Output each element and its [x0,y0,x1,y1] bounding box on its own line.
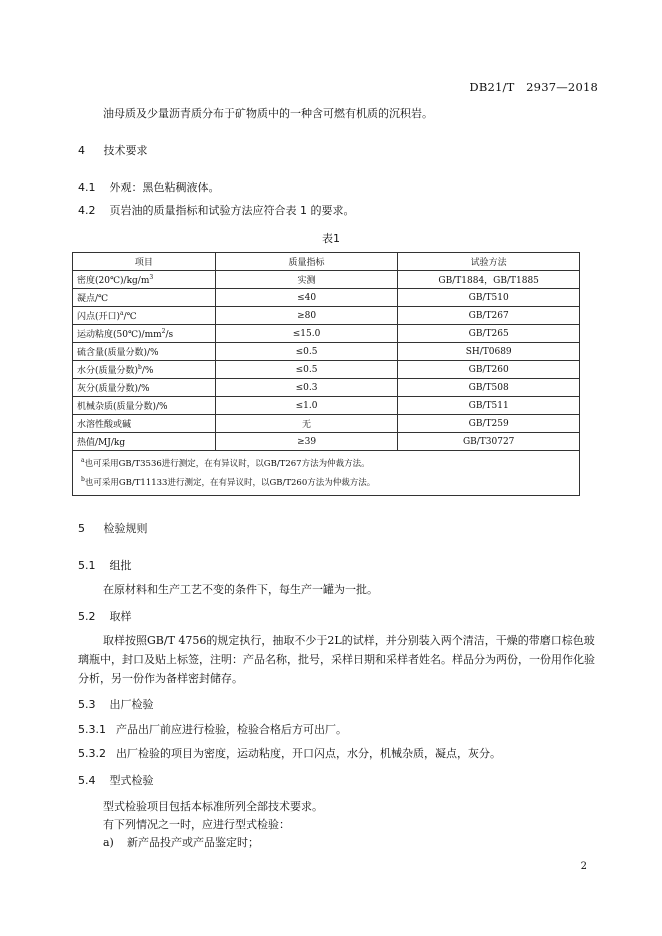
item-cell: 机械杂质(质量分数)/% [73,397,216,415]
item-cell: 闪点(开口)$^a$/℃ [73,307,216,325]
section-4-heading [78,143,148,158]
method-cell: GB/T259 [398,415,580,433]
column-header: 质量指标 [215,253,398,271]
method-cell: GB/T260 [398,361,580,379]
method-cell: GB/T508 [398,379,580,397]
table-row [73,361,580,379]
method-cell: GB/T265 [398,325,580,343]
item-cell: 密度$(20℃)/kg/m^3$ [73,271,216,289]
section-number: 4 [78,144,85,157]
clause-title: 出厂检验 [109,698,154,711]
table-notes-row [73,451,580,496]
clause-5-4-item-a [103,835,259,850]
table-row [73,325,580,343]
index-cell: ≤1.0 [215,397,398,415]
method-cell: GB/T510 [398,289,580,307]
clause-number: 5.1 [78,559,96,572]
method-cell: GB/T267 [398,307,580,325]
intro-line: 油母质及少量沥青质分布于矿物质中的一种含可燃有机质的沉积岩。 [103,107,433,120]
clause-5-3-2 [78,746,501,761]
column-header: 项目 [73,253,216,271]
item-cell: 运动粘度$(50℃)/mm^2/s$ [73,325,216,343]
clause-5-1-text: 在原材料和生产工艺不变的条件下，每生产一罐为一批。 [103,583,378,596]
index-cell: ≥39 [215,433,398,451]
clause-number: 5.3 [78,698,96,711]
clause-text: 页岩油的质量指标和试验方法应符合表 1 的要求。 [109,204,355,217]
clause-number: 5.3.1 [78,723,106,736]
clause-number: 4.1 [78,181,96,194]
section-number: 5 [78,522,85,535]
clause-text: 出厂检验的项目为密度，运动粘度，开口闪点，水分，机械杂质，凝点，灰分。 [116,747,501,760]
index-cell: ≤40 [215,289,398,307]
table-header-row [73,253,580,271]
item-cell: 水分(质量分数)$^b$/% [73,361,216,379]
method-cell: GB/T511 [398,397,580,415]
table-row [73,271,580,289]
clause-5-1-heading [78,558,132,573]
table-row [73,415,580,433]
clause-title: 组批 [109,559,132,572]
item-cell: 凝点/℃ [73,289,216,307]
page-number: 2 [580,861,587,872]
table-note: $^b$也可采用GB/T11133进行测定，在有异议时，以GB/T260方法为仲裁方法。 [81,476,376,488]
index-cell: ≥80 [215,307,398,325]
index-cell: ≤0.5 [215,361,398,379]
clause-number: 5.4 [78,774,96,787]
table-row [73,397,580,415]
clause-title: 取样 [109,610,132,623]
method-cell: SH/T0689 [398,343,580,361]
table-row [73,343,580,361]
method-cell: GB/T30727 [398,433,580,451]
item-cell: 灰分(质量分数)/% [73,379,216,397]
clause-5-3-1 [78,722,347,737]
item-cell: 硫含量(质量分数)/% [73,343,216,361]
clause-title: 型式检验 [109,774,154,787]
clause-number: 5.2 [78,610,96,623]
index-cell: ≤0.5 [215,343,398,361]
method-cell: GB/T1884，GB/T1885 [398,271,580,289]
index-cell: 实测 [215,271,398,289]
clause-5-2-heading [78,609,132,624]
table-row [73,289,580,307]
section-title: 技术要求 [103,144,148,157]
table-row [73,379,580,397]
clause-5-4-heading [78,773,154,788]
clause-5-3-heading [78,697,154,712]
clause-number: 5.3.2 [78,747,106,760]
index-cell: ≤0.3 [215,379,398,397]
table-note: $^a$也可采用GB/T3536进行测定，在有异议时，以GB/T267方法为仲裁方法。 [81,457,370,469]
index-cell: ≤15.0 [215,325,398,343]
clause-4-1 [78,180,220,195]
clause-5-4-line2: 有下列情况之一时，应进行型式检验： [103,818,290,831]
index-cell: 无 [215,415,398,433]
table-title: 表1 [322,232,340,245]
clause-text: 外观：黑色粘稠液体。 [109,181,220,194]
document-code: DB21/T 2937—2018 [469,80,598,94]
list-item-text: 新产品投产或产品鉴定时； [127,836,259,849]
quality-spec-table [72,252,580,496]
table-notes [73,451,580,496]
section-title: 检验规则 [103,522,148,535]
item-cell: 水溶性酸或碱 [73,415,216,433]
table-row [73,433,580,451]
item-cell: 热值/MJ/kg [73,433,216,451]
table-row [73,307,580,325]
clause-number: 4.2 [78,204,96,217]
section-5-heading [78,521,148,536]
clause-5-4-line1: 型式检验项目包括本标准所列全部技术要求。 [103,800,323,813]
clause-text: 产品出厂前应进行检验，检验合格后方可出厂。 [116,723,347,736]
clause-4-2 [78,203,355,218]
clause-5-2-text: 取样按照GB/T 4756的规定执行，抽取不少于2L的试样，并分别装入两个清洁，干燥的带磨口棕色玻璃瓶中，封口及贴上标签，注明：产品名称，批号，采样日期和采样者姓名。样品分为两份，一份用作化验分析，另一份作为备样密封储存。 [78,634,595,685]
list-marker: a) [103,836,114,849]
column-header: 试验方法 [398,253,580,271]
